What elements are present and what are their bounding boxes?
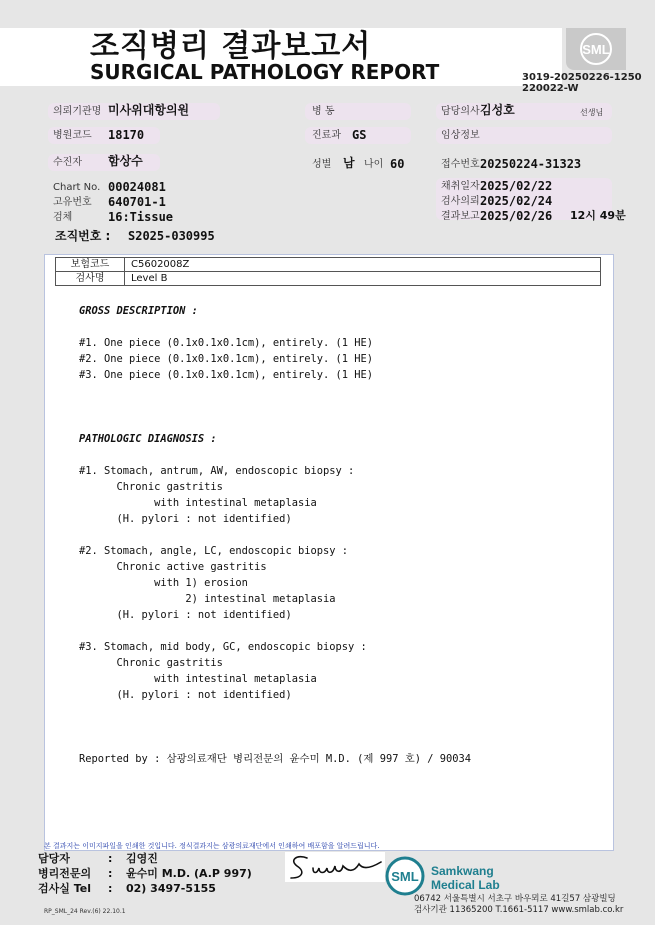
lab-address-line2: 검사기관 11365200 T.1661-5117 www.smlab.co.kr — [414, 905, 624, 915]
diagnosis-2-line-4: 2) intestinal metaplasia — [79, 593, 336, 605]
receipt-value: 20250224-31323 — [480, 157, 582, 171]
patient-label: 수진자 — [53, 157, 82, 168]
sml-logo-text: SML — [582, 42, 610, 57]
chart-no-label: Chart No. — [53, 182, 101, 193]
gross-line-3: #3. One piece (0.1x0.1x0.1cm), entirely. (1 HE) — [79, 369, 374, 381]
report-title-korean: 조직병리 결과보고서 — [90, 29, 372, 64]
insurance-code-label: 보험코드 — [56, 258, 125, 272]
result-date-value: 2025/02/26 — [480, 209, 553, 223]
specimen-label: 검체 — [53, 212, 73, 223]
test-name-label: 검사명 — [56, 272, 125, 286]
samkwang-logo-icon — [385, 856, 505, 896]
insurance-table — [55, 257, 601, 286]
gross-description-heading: GROSS DESCRIPTION : — [79, 305, 198, 317]
report-number-line1: 3019-20250226-1250 — [522, 72, 642, 83]
form-code: RP_SML_24 Rev.(6) 22.10.1 — [44, 908, 126, 915]
doctor-label: 담당의사 — [441, 106, 480, 117]
unique-no-label: 고유번호 — [53, 197, 92, 208]
lab-name-line2: Medical Lab — [431, 878, 500, 892]
insurance-code-value: C5602008Z — [125, 258, 601, 272]
gross-line-2: #2. One piece (0.1x0.1x0.1cm), entirely. (1 HE) — [79, 353, 374, 365]
manager-value: 김영진 — [126, 852, 158, 865]
lab-address — [414, 894, 623, 916]
test-name-value: Level B — [125, 272, 601, 286]
lab-name-line1: Samkwang — [431, 864, 494, 878]
unique-no-value: 640701-1 — [108, 195, 166, 209]
test-name-row — [56, 272, 601, 286]
lab-address-line1: 06742 서울특별시 서초구 바우뫼로 41길57 삼광빌딩 — [414, 894, 616, 904]
institution-value: 미사위대항의원 — [108, 103, 190, 117]
diagnosis-2-line-5: (H. pylori : not identified) — [79, 609, 292, 621]
diagnosis-1-line-3: with intestinal metaplasia — [79, 497, 317, 509]
diagnosis-3-line-2: Chronic gastritis — [79, 657, 223, 669]
lab-tel-value: 02) 3497-5155 — [126, 882, 216, 895]
result-date-label: 결과보고 — [441, 211, 480, 222]
diagnosis-3-line-3: with intestinal metaplasia — [79, 673, 317, 685]
pathologist-colon: : — [108, 867, 113, 880]
pathologist-value: 윤수미 M.D. (A.P 997) — [126, 867, 252, 880]
samkwang-logo-sml: SML — [391, 869, 419, 884]
request-date-value: 2025/02/24 — [480, 194, 553, 208]
sml-logo-icon — [566, 28, 626, 70]
request-date-label: 검사의뢰 — [441, 196, 480, 207]
collect-date-label: 채취일자 — [441, 181, 480, 192]
diagnosis-2-line-3: with 1) erosion — [79, 577, 248, 589]
dept-value: GS — [352, 128, 367, 142]
hospital-code-value: 18170 — [108, 128, 145, 142]
lab-tel-label: 검사실 Tel — [38, 882, 91, 895]
sex-label: 성별 — [312, 159, 332, 170]
report-number-line2: 220022-W — [522, 83, 579, 94]
chart-no-value: 00024081 — [108, 180, 166, 194]
doctor-suffix: 선생님 — [580, 108, 604, 117]
report-body — [79, 303, 471, 767]
pathologic-diagnosis-heading: PATHOLOGIC DIAGNOSIS : — [79, 433, 217, 445]
age-value: 60 — [390, 157, 405, 171]
receipt-label: 접수번호 — [441, 159, 480, 170]
specimen-value: 16:Tissue — [108, 210, 174, 224]
result-time-value: 12시 49분 — [570, 209, 626, 222]
lab-tel-colon: : — [108, 882, 113, 895]
diagnosis-1-line-4: (H. pylori : not identified) — [79, 513, 292, 525]
signature-icon — [285, 852, 385, 882]
collect-date-value: 2025/02/22 — [480, 179, 553, 193]
dept-label: 진료과 — [312, 130, 341, 141]
tissue-no-label: 조직번호 : — [55, 229, 111, 243]
print-notice: 본 결과지는 이미지파일을 인쇄한 것입니다. 정식결과지는 삼광의료재단에서 인쇄하여 배포함을 알려드립니다. — [44, 842, 380, 850]
manager-colon: : — [108, 852, 113, 865]
report-number — [522, 72, 642, 94]
ward-label: 병 동 — [312, 106, 335, 117]
pathologist-label: 병리전문의 — [38, 867, 92, 880]
patient-name: 함상수 — [108, 154, 143, 168]
hospital-code-label: 병원코드 — [53, 130, 92, 141]
diagnosis-3-line-1: #3. Stomach, mid body, GC, endoscopic biopsy : — [79, 641, 367, 653]
report-content-box — [44, 254, 614, 851]
clinical-info-label: 임상정보 — [441, 130, 480, 141]
insurance-code-row — [56, 258, 601, 272]
diagnosis-3-line-4: (H. pylori : not identified) — [79, 689, 292, 701]
gross-line-1: #1. One piece (0.1x0.1x0.1cm), entirely. (1 HE) — [79, 337, 374, 349]
report-title-english: SURGICAL PATHOLOGY REPORT — [90, 60, 440, 84]
doctor-value: 김성호 — [480, 103, 515, 117]
reported-by: Reported by : 삼광의료재단 병리전문의 윤수미 M.D. (제 997 호) / 90034 — [79, 753, 472, 765]
diagnosis-1-line-1: #1. Stomach, antrum, AW, endoscopic biopsy : — [79, 465, 355, 477]
diagnosis-1-line-2: Chronic gastritis — [79, 481, 223, 493]
tissue-no-value: S2025-030995 — [128, 229, 215, 243]
manager-label: 담당자 — [38, 852, 70, 865]
diagnosis-2-line-1: #2. Stomach, angle, LC, endoscopic biopsy : — [79, 545, 348, 557]
sex-value: 남 — [343, 156, 355, 170]
diagnosis-2-line-2: Chronic active gastritis — [79, 561, 267, 573]
institution-label: 의뢰기관명 — [53, 106, 102, 117]
age-label: 나이 — [364, 159, 384, 170]
